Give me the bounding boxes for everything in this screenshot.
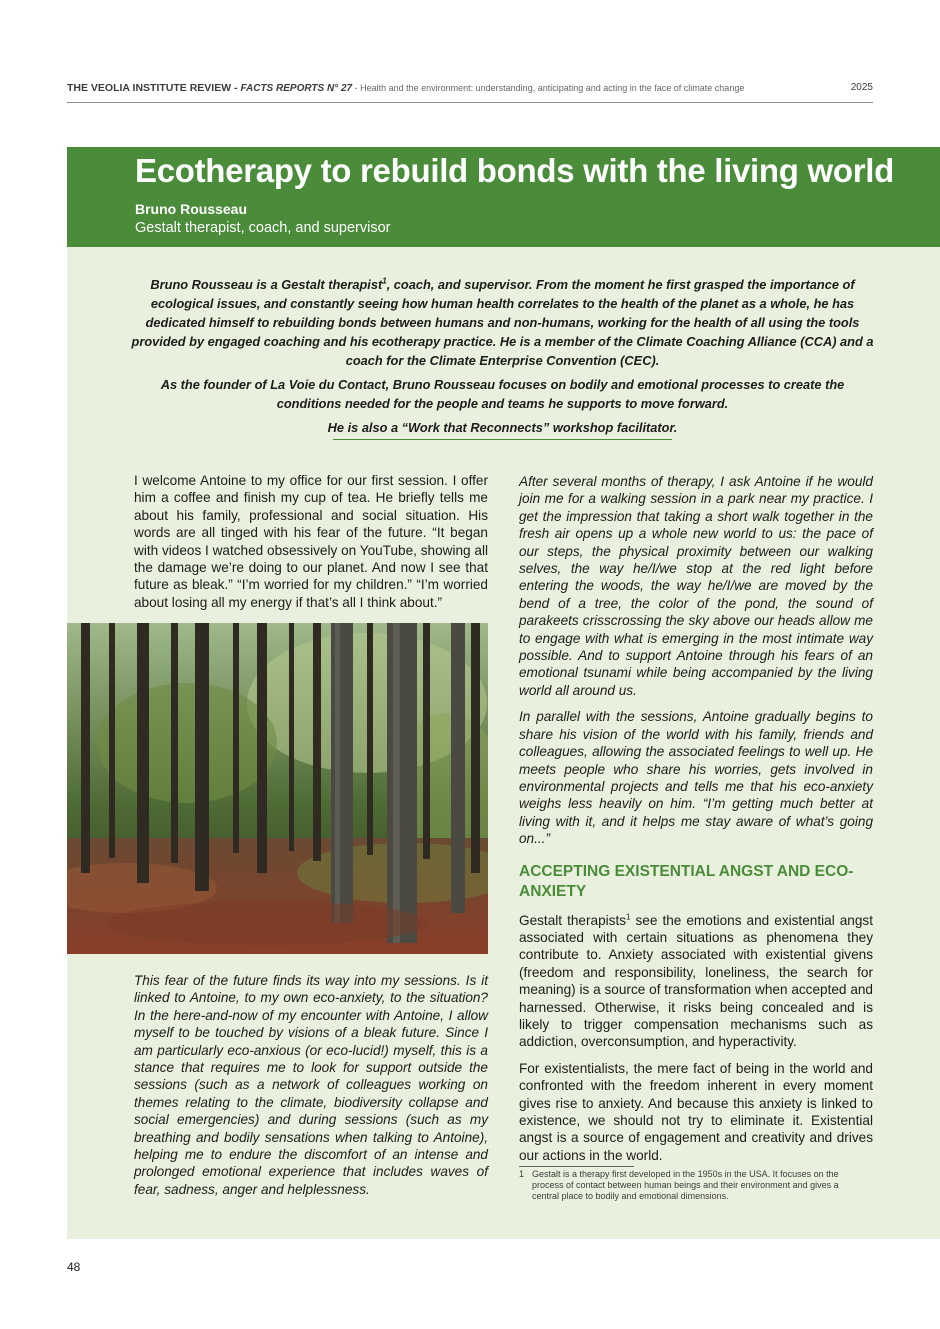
- body-paragraph-italic: In parallel with the sessions, Antoine gradually begins to share his vision of the world with his family, friends and colleagues, allowing the associated feelings to well up. He meets people who share his worries, gets involved in environmental projects and tells me that his eco-anxiety weighs less heavily on him. “I’m getting much better at living with it, and it helps me stay aware of what’s going on...”: [519, 709, 873, 847]
- footnote-number: 1: [519, 1169, 525, 1179]
- body-text: see the emotions and existential angst associated with certain situations as phenomena they contribute to. Anxiety associated with existential givens (freedom and responsibility, loneliness, the search for meaning) is a source of transformation when accepted and harnessed. Otherwise, it risks being concealed and is likely to trigger compensation mechanisms such as addiction, overconsumption, and hyperactivity.: [519, 912, 873, 1050]
- intro-paragraph: As the founder of La Voie du Contact, Bruno Rousseau focuses on bodily and emotional processes to create the conditions needed for the people and teams he supports to move forward.: [160, 377, 845, 411]
- left-column-bottom: [134, 972, 488, 1207]
- body-paragraph: [519, 912, 873, 1051]
- footnote-divider: [519, 1166, 634, 1167]
- footnote-ref: 1: [382, 276, 387, 286]
- body-text: Gestalt therapists: [519, 912, 627, 928]
- issue-subtitle: - Health and the environment: understanding, anticipating and acting in the face of climate change: [352, 83, 745, 93]
- author-name: Bruno Rousseau: [135, 201, 248, 217]
- publication-year: 2025: [850, 82, 873, 93]
- page-number: 48: [67, 1260, 81, 1274]
- article-title: Ecotherapy to rebuild bonds with the living world: [135, 152, 894, 189]
- publication-name: THE VEOLIA INSTITUTE REVIEW -: [67, 82, 241, 94]
- section-heading: ACCEPTING EXISTENTIAL ANGST AND ECO-ANXIETY: [519, 862, 854, 900]
- body-paragraph: I welcome Antoine to my office for our first session. I offer him a coffee and finish my cup of tea. He briefly tells me about his family, professional and social situation. His words are all tinged with his fear of the future. “It began with videos I watched obsessively on YouTube, showing all the damage we’re doing to our planet. And now I see that future as bleak.” “I’m worried for my children.” “I’m worried about losing all my energy if that’s all I think about.”: [134, 473, 488, 610]
- intro-divider: [333, 439, 672, 440]
- right-column: [519, 473, 873, 1173]
- body-paragraph-italic: This fear of the future finds its way into my sessions. Is it linked to Antoine, to my own eco-anxiety, to the situation? In the here-and-now of my encounter with Antoine, I allow myself to be touched by visions of a bleak future. Since I am particularly eco-anxious (or eco-lucid!) myself, this is a stance that requires me to look for support outside the sessions (such as a network of colleagues working on themes relating to the climate, biodiversity collapse and social emergencies) and during sessions (such as my breathing and bodily sensations when talking to Antoine), helping me to endure the discomfort of an intense and prolonged emotional experience that includes waves of fear, sadness, anger and helplessness.: [134, 973, 488, 1197]
- footnote-ref: 1: [626, 912, 631, 921]
- intro-paragraph: He is also a “Work that Reconnects” workshop facilitator.: [327, 420, 678, 435]
- forest-photo: [67, 623, 488, 954]
- intro-text: Bruno Rousseau is a Gestalt therapist: [150, 277, 383, 292]
- intro-text: , coach, and supervisor. From the moment he first grasped the importance of ecological issues, and constantly seeing how human health correlates to the health of the planet as a whole, he has dedicated himself to rebuilding bonds between humans and non-humans, working for the health of all using the tools provided by engaged coaching and his ecotherapy practice. He is a member of the Climate Coaching Alliance (CCA) and a coach for the Climate Enterprise Convention (CEC).: [131, 277, 874, 368]
- issue-number: FACTS REPORTS N° 27: [240, 83, 353, 94]
- footnote-text: Gestalt is a therapy first developed in the 1950s in the USA. It focuses on the process of contact between human beings and their environment and gives a central place to bodily and emotional dimensions.: [532, 1169, 839, 1201]
- article-intro: [130, 275, 875, 442]
- author-role: Gestalt therapist, coach, and supervisor: [135, 220, 391, 236]
- intro-paragraph: [130, 275, 875, 370]
- footnote: [519, 1169, 859, 1202]
- left-column-top: [134, 472, 488, 620]
- body-paragraph-italic: After several months of therapy, I ask Antoine if he would join me for a walking session in a park near my practice. I get the impression that taking a short walk together in the fresh air opens up a whole new world to us: the pace of our steps, the physical proximity between our walking selves, the way he/I/we stop at the red light before entering the woods, the way he/I/we are moved by the bend of a tree, the color of the pond, the sound of parakeets crisscrossing the sky above our heads allow me to engage with what is emerging in the most intimate way possible. And to support Antoine through his fears of an emotional tsunami while being accompanied by the living world all around us.: [519, 474, 873, 698]
- running-header: [67, 80, 873, 103]
- body-paragraph: For existentialists, the mere fact of being in the world and confronted with the freedom inherent in every moment gives rise to anxiety. And because this anxiety is linked to existence, we should not try to eliminate it. Existential angst is a source of engagement and creativity and drives our actions in the world.: [519, 1060, 873, 1163]
